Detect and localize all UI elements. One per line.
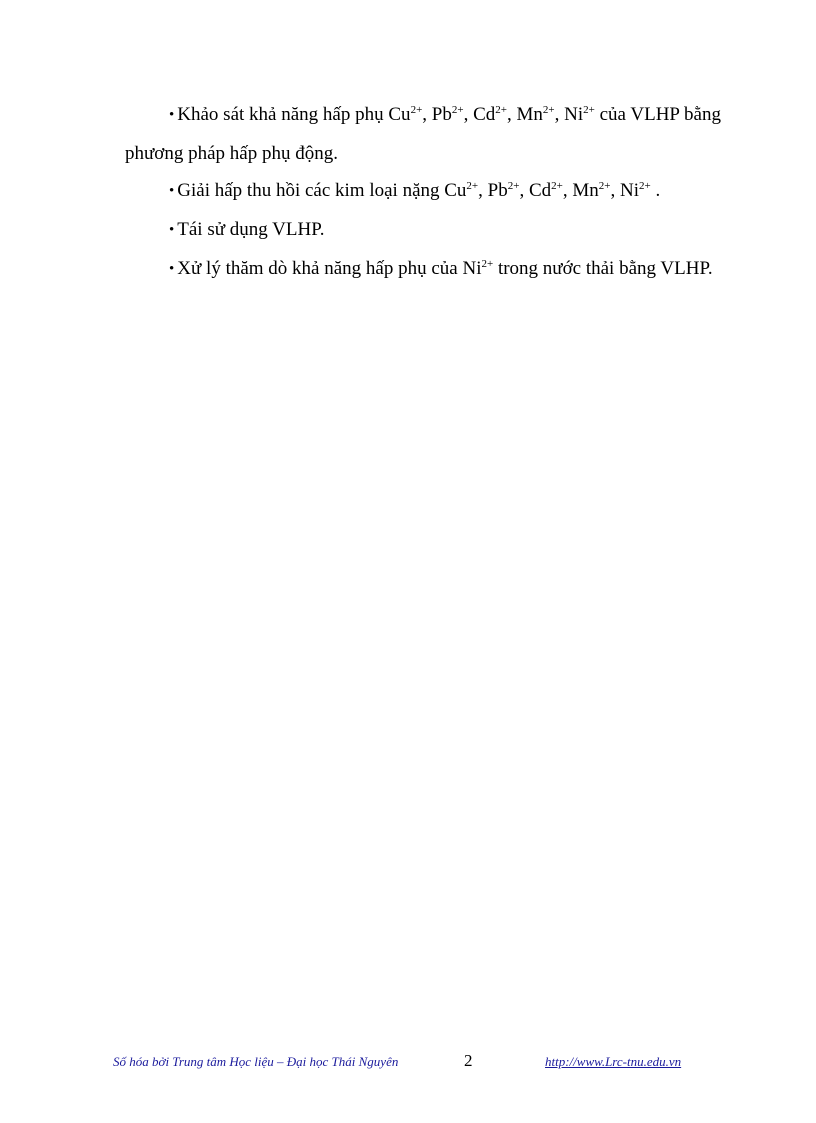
text-segment: .: [650, 180, 661, 201]
charge-superscript: 2+: [466, 180, 479, 192]
list-item-wastewater-treatment: [125, 250, 721, 289]
charge-superscript: 2+: [410, 104, 423, 116]
text-segment: , Pb: [478, 180, 508, 201]
charge-superscript: 2+: [507, 180, 520, 192]
charge-superscript: 2+: [481, 258, 494, 270]
list-item-adsorption-survey: [125, 96, 721, 135]
charge-superscript: 2+: [551, 180, 563, 192]
footer-url-link[interactable]: http://www.Lrc-tnu.edu.vn: [545, 1054, 682, 1069]
text-segment: , Mn: [506, 104, 543, 125]
list-item-desorption: [125, 172, 721, 211]
text-segment: Khảo sát khả năng hấp phụ Cu: [177, 104, 411, 125]
footer-source-text: Số hóa bởi Trung tâm Học liệu – Đại học Thái Nguyên: [113, 1054, 399, 1069]
charge-superscript: 2+: [542, 104, 555, 116]
text-segment: , Cd: [519, 180, 552, 201]
list-item-reuse: [125, 211, 721, 250]
charge-superscript: 2+: [451, 104, 464, 116]
page-number: 2: [464, 1051, 473, 1070]
list-item-continuation: phương pháp hấp phụ động.: [125, 143, 338, 164]
text-segment: Giải hấp thu hồi các kim loại nặng Cu: [177, 180, 467, 201]
charge-superscript: 2+: [598, 180, 611, 192]
body-text: [125, 96, 721, 289]
bullet-icon: •: [169, 107, 175, 123]
text-segment: trong nước thải bằng VLHP.: [493, 258, 713, 279]
bullet-icon: •: [169, 261, 175, 277]
text-segment: Tái sử dụng VLHP.: [177, 219, 325, 240]
text-segment: , Mn: [562, 180, 599, 201]
charge-superscript: 2+: [583, 104, 595, 116]
text-segment: , Ni: [554, 104, 584, 125]
charge-superscript: 2+: [638, 180, 651, 192]
text-segment: , Pb: [422, 104, 452, 125]
text-segment: của VLHP bằng: [594, 104, 721, 125]
bullet-icon: •: [169, 183, 175, 199]
text-segment: , Cd: [463, 104, 496, 125]
bullet-icon: •: [169, 222, 175, 238]
text-segment: Xử lý thăm dò khả năng hấp phụ của Ni: [177, 258, 482, 279]
page-footer: [0, 1051, 816, 1076]
text-segment: , Ni: [610, 180, 639, 201]
charge-superscript: 2+: [495, 104, 507, 116]
